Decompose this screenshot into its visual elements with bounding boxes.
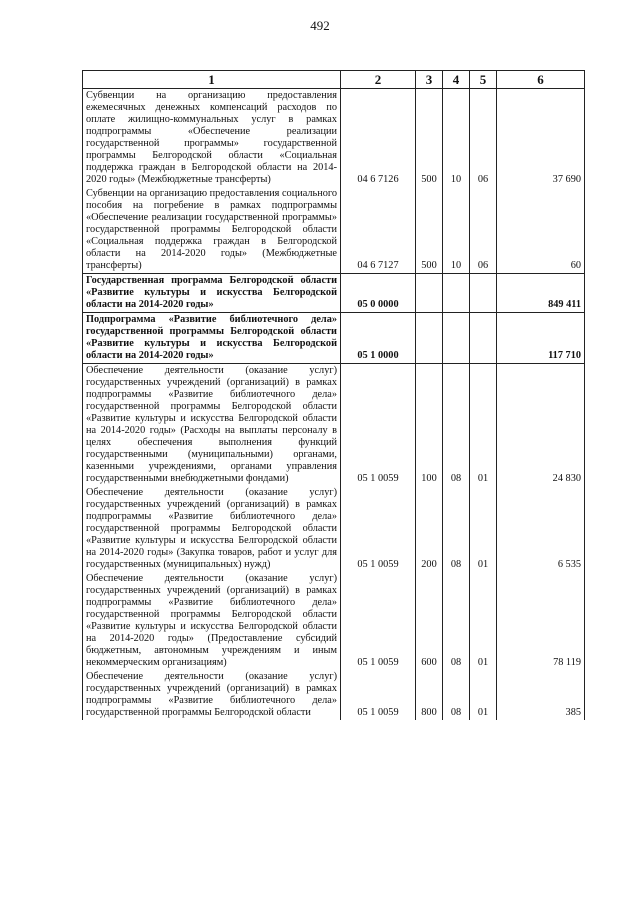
row-target-code: 04 6 7127	[341, 187, 416, 274]
row-target-code: 04 6 7126	[341, 89, 416, 188]
row-subsection: 01	[470, 486, 497, 572]
row-section: 08	[443, 364, 470, 487]
row-description: Субвенции на организацию предоставления социального пособия на погребение в рамках подпрограммы «Обеспечение реализации государственной программы» государственной программы Белгородской области «Социальная поддержка граждан в Белгородской области на 2014-2020 годы» (Межбюджетные трансферты)	[83, 187, 341, 274]
row-amount: 60	[497, 187, 585, 274]
header-cell: 1	[83, 71, 341, 89]
row-amount: 24 830	[497, 364, 585, 487]
header-cell: 2	[341, 71, 416, 89]
row-expense-type: 800	[416, 670, 443, 720]
row-description: Субвенции на организацию предоставления ежемесячных денежных компенсаций расходов по оплате жилищно-коммунальных услуг в рамках подпрограммы «Обеспечение реализации государственной программы» государственной программы Белгородской области «Социальная поддержка граждан в Белгородской области на 2014-2020 годы» (Межбюджетные трансферты)	[83, 89, 341, 188]
table-row	[83, 486, 585, 572]
row-target-code: 05 1 0000	[341, 313, 416, 364]
row-section: 10	[443, 89, 470, 188]
row-expense-type: 500	[416, 89, 443, 188]
row-target-code: 05 0 0000	[341, 274, 416, 313]
header-cell: 4	[443, 71, 470, 89]
row-subsection	[470, 274, 497, 313]
row-section	[443, 313, 470, 364]
table-row	[83, 572, 585, 670]
table-row	[83, 364, 585, 487]
row-expense-type: 500	[416, 187, 443, 274]
table-row-program	[83, 274, 585, 313]
table-row	[83, 187, 585, 274]
header-cell: 6	[497, 71, 585, 89]
row-amount: 117 710	[497, 313, 585, 364]
row-expense-type	[416, 313, 443, 364]
row-target-code: 05 1 0059	[341, 486, 416, 572]
row-section: 08	[443, 572, 470, 670]
row-amount: 849 411	[497, 274, 585, 313]
row-subsection: 06	[470, 187, 497, 274]
row-subsection: 06	[470, 89, 497, 188]
row-amount: 6 535	[497, 486, 585, 572]
row-section: 08	[443, 670, 470, 720]
row-expense-type: 100	[416, 364, 443, 487]
row-description: Государственная программа Белгородской области «Развитие культуры и искусства Белгородской области на 2014-2020 годы»	[83, 274, 341, 313]
row-section: 08	[443, 486, 470, 572]
row-target-code: 05 1 0059	[341, 670, 416, 720]
row-expense-type	[416, 274, 443, 313]
table-row	[83, 670, 585, 720]
row-target-code: 05 1 0059	[341, 572, 416, 670]
row-description: Обеспечение деятельности (оказание услуг) государственных учреждений (организаций) в рамках подпрограммы «Развитие библиотечного дела» государственной программы Белгородской области	[83, 670, 341, 720]
row-section	[443, 274, 470, 313]
table-row	[83, 89, 585, 188]
table-row-subprogram	[83, 313, 585, 364]
row-section: 10	[443, 187, 470, 274]
header-cell: 3	[416, 71, 443, 89]
row-subsection	[470, 313, 497, 364]
row-subsection: 01	[470, 364, 497, 487]
page-number: 492	[310, 18, 330, 33]
row-amount: 37 690	[497, 89, 585, 188]
row-description: Обеспечение деятельности (оказание услуг) государственных учреждений (организаций) в рамках подпрограммы «Развитие библиотечного дела» государственной программы Белгородской области «Развитие культуры и искусства Белгородской области на 2014-2020 годы» (Предоставление субсидий бюджетным, автономным учреждениям и иным некоммерческим организациям)	[83, 572, 341, 670]
row-expense-type: 200	[416, 486, 443, 572]
row-description: Подпрограмма «Развитие библиотечного дела» государственной программы Белгородской области «Развитие культуры и искусства Белгородской области на 2014-2020 годы»	[83, 313, 341, 364]
table-header-row	[83, 71, 585, 89]
row-amount: 385	[497, 670, 585, 720]
row-subsection: 01	[470, 670, 497, 720]
row-description: Обеспечение деятельности (оказание услуг) государственных учреждений (организаций) в рамках подпрограммы «Развитие библиотечного дела» государственной программы Белгородской области «Развитие культуры и искусства Белгородской области на 2014-2020 годы» (Закупка товаров, работ и услуг для государственных (муниципальных) нужд)	[83, 486, 341, 572]
row-subsection: 01	[470, 572, 497, 670]
row-description: Обеспечение деятельности (оказание услуг) государственных учреждений (организаций) в рамках подпрограммы «Развитие библиотечного дела» государственной программы Белгородской области «Развитие культуры и искусства Белгородской области на 2014-2020 годы» (Расходы на выплаты персоналу в целях обеспечения выполнения функций государственными (муниципальными) органами, казенными учреждениями, органами управления государственными внебюджетными фондами)	[83, 364, 341, 487]
budget-table	[82, 70, 585, 720]
row-amount: 78 119	[497, 572, 585, 670]
row-expense-type: 600	[416, 572, 443, 670]
header-cell: 5	[470, 71, 497, 89]
row-target-code: 05 1 0059	[341, 364, 416, 487]
